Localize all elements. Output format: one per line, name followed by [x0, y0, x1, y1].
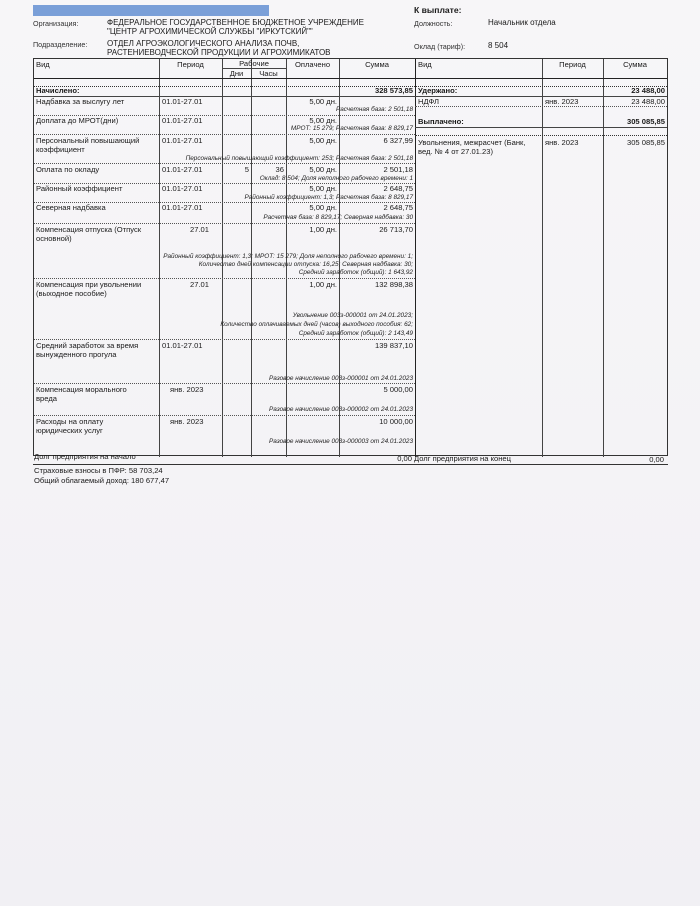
col-paid: Оплачено — [294, 60, 331, 69]
col-days: Дни — [229, 69, 244, 78]
row-note: Разовое начисление 003з-000002 от 24.01.2023 — [269, 406, 413, 413]
debt-end-value: 0,00 — [649, 455, 664, 464]
right-row-period: янв. 2023 — [545, 97, 579, 106]
row-paid: 1,00 дн. — [309, 225, 337, 234]
dept-label: Подразделение: — [33, 40, 88, 49]
row-sum: 2 501,18 — [383, 165, 413, 174]
right-row-sum: 305 085,85 — [626, 138, 665, 147]
row-period: 01.01-27.01 — [162, 184, 203, 193]
to-pay-label: К выплате: — [414, 5, 462, 15]
row-note-3: Средний заработок (общий): 1 643,92 — [298, 269, 413, 276]
row-note: МРОТ: 15 279; Расчетная база: 8 829,17 — [290, 125, 413, 132]
row-note: Персональный повышающий коэффициент: 253; Расчетная база: 2 501,18 — [185, 155, 413, 162]
row-paid: 5,00 дн. — [309, 203, 337, 212]
row-note-2: Количество оплачиваемых дней (часов) выходного пособия: 62; — [220, 321, 413, 328]
right-row-sum: 23 488,00 — [631, 97, 665, 106]
row-note: Разовое начисление 003з-000003 от 24.01.2023 — [269, 438, 413, 445]
row-sum: 139 837,10 — [374, 341, 413, 350]
row-name: Компенсация при увольнении (выходное пособие) — [36, 280, 142, 298]
pfr-contributions: Страховые взносы в ПФР: 58 703,24 — [34, 466, 163, 475]
row-name: Средний заработок за время вынужденного прогула — [36, 341, 139, 359]
paid-out-label: Выплачено: — [418, 117, 464, 126]
row-period: янв. 2023 — [170, 385, 204, 394]
row-sum: 5 000,00 — [383, 385, 413, 394]
payslip-table — [33, 58, 668, 456]
row-period: янв. 2023 — [170, 417, 204, 426]
withheld-total: 23 488,00 — [631, 86, 665, 95]
row-name: Расходы на оплату юридических услуг — [36, 417, 104, 435]
row-note-1: Увольнение 003з-000001 от 24.01.2023; — [292, 312, 413, 319]
row-period: 01.01-27.01 — [162, 136, 203, 145]
debt-end-label: Долг предприятия на конец — [414, 454, 511, 463]
paid-out-total: 305 085,85 — [626, 117, 665, 126]
row-period: 01.01-27.01 — [162, 97, 203, 106]
row-name: Надбавка за выслугу лет — [36, 97, 125, 106]
org-value-line2: "ЦЕНТР АГРОХИМИЧЕСКОЙ СЛУЖБЫ "ИРКУТСКИЙ"" — [107, 27, 313, 36]
col-period-left: Период — [177, 60, 204, 69]
row-paid: 5,00 дн. — [309, 165, 337, 174]
row-name: Доплата до МРОТ(дни) — [36, 116, 119, 125]
position-label: Должность: — [414, 19, 453, 28]
row-period: 01.01-27.01 — [162, 203, 203, 212]
org-value-line1: ФЕДЕРАЛЬНОЕ ГОСУДАРСТВЕННОЕ БЮДЖЕТНОЕ УЧРЕЖДЕНИЕ — [107, 18, 364, 27]
row-sum: 2 648,75 — [383, 184, 413, 193]
col-hours: Часы — [259, 69, 278, 78]
row-hours: 36 — [275, 165, 284, 174]
row-period: 01.01-27.01 — [162, 341, 203, 350]
redacted-title — [33, 5, 269, 16]
row-paid: 5,00 дн. — [309, 136, 337, 145]
row-note: Разовое начисление 003з-000001 от 24.01.2023 — [269, 375, 413, 382]
row-name: Районный коэффициент — [36, 184, 123, 193]
row-name: Компенсация морального вреда — [36, 385, 127, 403]
row-paid: 5,00 дн. — [309, 116, 337, 125]
col-sum-right: Сумма — [623, 60, 647, 69]
dept-value-line1: ОТДЕЛ АГРОЭКОЛОГИЧЕСКОГО АНАЛИЗА ПОЧВ, — [107, 39, 300, 48]
right-row-name: Увольнения, межрасчет (Банк, вед. № 4 от 27.01.23) — [418, 138, 526, 156]
row-name: Оплата по окладу — [36, 165, 100, 174]
right-row-name: НДФЛ — [418, 97, 439, 106]
salary-label: Оклад (тариф): — [414, 42, 466, 51]
row-period: 27.01 — [190, 225, 210, 234]
row-sum: 10 000,00 — [379, 417, 413, 426]
row-name: Персональный повышающий коэффициент — [36, 136, 140, 154]
org-label: Организация: — [33, 19, 79, 28]
col-sum-left: Сумма — [365, 60, 389, 69]
row-days: 5 — [244, 165, 249, 174]
col-period-right: Период — [559, 60, 586, 69]
row-sum: 26 713,70 — [379, 225, 413, 234]
right-row-period: янв. 2023 — [545, 138, 579, 147]
col-working: Рабочие — [239, 59, 269, 68]
position-value: Начальник отдела — [488, 18, 556, 27]
row-note: Расчетная база: 8 829,17; Северная надбавка: 30 — [263, 214, 413, 221]
row-sum: 6 327,99 — [383, 136, 413, 145]
accrued-total: 328 573,85 — [374, 86, 413, 95]
col-kind-left: Вид — [36, 60, 50, 69]
row-paid: 5,00 дн. — [309, 184, 337, 193]
row-name: Северная надбавка — [36, 203, 106, 212]
row-period: 01.01-27.01 — [162, 116, 203, 125]
row-note-1: Районный коэффициент: 1,3; МРОТ: 15 279; Доля неполного рабочего времени: 1; — [163, 253, 413, 260]
row-paid: 1,00 дн. — [309, 280, 337, 289]
row-period: 27.01 — [190, 280, 210, 289]
taxable-income: Общий облагаемый доход: 180 677,47 — [34, 476, 170, 485]
row-note-2: Количество дней компенсации отпуска: 16,25; Северная надбавка: 30; — [198, 261, 413, 268]
row-sum: 132 898,38 — [374, 280, 413, 289]
col-kind-right: Вид — [418, 60, 432, 69]
row-note-3: Средний заработок (общий): 2 143,49 — [298, 330, 413, 337]
row-note: Расчетная база: 2 501,18 — [335, 106, 413, 113]
accrued-label: Начислено: — [36, 86, 80, 95]
row-sum: 2 648,75 — [383, 203, 413, 212]
debt-start-label: Долг предприятия на начало — [34, 452, 136, 461]
debt-start-value: 0,00 — [397, 454, 412, 463]
row-note: Районный коэффициент: 1,3; Расчетная база: 8 829,17 — [244, 194, 413, 201]
dept-value-line2: РАСТЕНИЕВОДЧЕСКОЙ ПРОДУКЦИИ И АГРОХИМИКАТОВ — [107, 48, 331, 57]
row-period: 01.01-27.01 — [162, 165, 203, 174]
row-paid: 5,00 дн. — [309, 97, 337, 106]
withheld-label: Удержано: — [418, 86, 458, 95]
salary-value: 8 504 — [488, 41, 509, 50]
row-name: Компенсация отпуска (Отпуск основной) — [36, 225, 142, 243]
row-note: Оклад: 8 504; Доля неполного рабочего времени: 1 — [259, 175, 413, 182]
